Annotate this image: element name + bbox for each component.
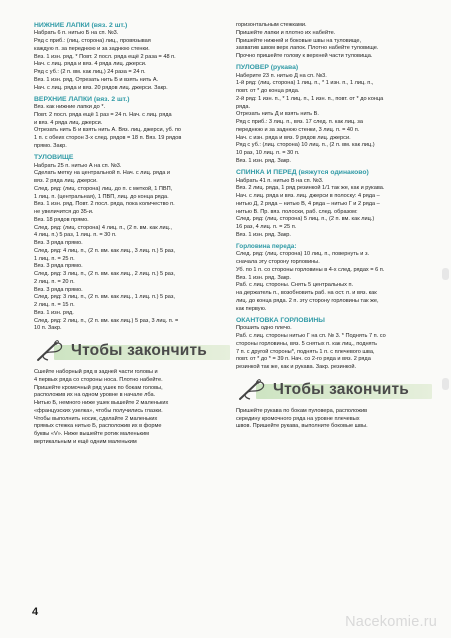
- text-line: След. ряд: 4 лиц. п., (2 п. вм. как лиц., 3 лиц. п.) 5 раз,: [34, 247, 175, 254]
- section-body: [236, 251, 432, 313]
- text-line: Ряд с приб.: (лиц. сторона) лиц., провязывая: [34, 38, 151, 45]
- section-body: [236, 178, 432, 240]
- binder-hole: [442, 268, 449, 280]
- text-line: Повт. 2 посл. ряда ещё 1 раз = 24 п. Нач. с лиц. ряда: [34, 111, 172, 118]
- text-line: прямо. Закр.: [34, 142, 67, 149]
- text-line: захватив швом верх лапок. Плотно набейте туловище.: [236, 45, 379, 52]
- text-line: Сделать метку на центральной п. Нач. с лиц. ряда и: [34, 170, 171, 177]
- text-line: горизонтальным стежками.: [236, 22, 307, 28]
- text-line: Отрезать нить Б и взять нить А. Вяз. лиц. джерси, уб. по: [34, 127, 181, 134]
- text-line: Уб. по 1 п. со стороны горловины в 4-х след. рядах = 6 п.: [236, 266, 385, 273]
- section-body: [236, 22, 432, 61]
- text-line: Вяз. 1 изн. ряд. Закр.: [236, 157, 291, 164]
- text-line: Наберите 23 п. нитью Д на сп. №3.: [236, 72, 327, 79]
- text-line: Сшейте наборный ряд в задней части головы и: [34, 369, 158, 376]
- text-line: 4 лиц. п.) 5 раз, 1 лиц. п. = 30 п.: [34, 232, 117, 239]
- text-line: вертикальным и ещё одним маленьким: [34, 438, 137, 445]
- text-line: Вяз. как нижние лапки до *.: [34, 104, 106, 111]
- text-line: расположив их на одном уровне в начале лба.: [34, 392, 156, 399]
- text-line: вяз. 2 ряда лиц. джерси.: [34, 178, 98, 185]
- text-line: Вяз. 1 изн. ряд. * Повт. 2 посл. ряда ещё 2 раза = 48 п.: [34, 53, 176, 60]
- text-line: 1-й ряд: (лиц. сторона) 1 лиц. п., * 1 изн. п., 1 лиц. п.,: [236, 80, 374, 87]
- text-line: стороны горловины, вяз. 5 снятых п. как лиц., поднять: [236, 340, 378, 347]
- text-line: Чтобы выполнить носик, сделайте 2 маленьких: [34, 415, 158, 422]
- text-line: 1 п. с обеих сторон 3-х след. рядов = 18 п. Вяз. 19 рядов: [34, 135, 182, 142]
- text-line: Пришейте рукава по бокам пуловера, расположив: [236, 407, 368, 414]
- text-line: Пришейте нижней и боковые швы на туловище,: [236, 37, 362, 44]
- text-line: как первую.: [236, 305, 267, 312]
- text-line: След. ряд: (лиц. сторона) 4 лиц. п., (2 п. вм. как лиц.,: [34, 224, 172, 231]
- text-line: Набрать 41 п. нитью В на сп. №3.: [236, 177, 324, 184]
- text-line: сначала эту сторону горловины.: [236, 259, 320, 266]
- text-line: Нач. с изн. ряда и вяз. 9 рядов лиц. джерси.: [236, 134, 351, 141]
- text-line: Нач. с лиц. ряда и вяз. 20 рядов лиц. джерси. Закр.: [34, 84, 168, 91]
- text-line: Раб. с лиц. стороны. Снять 5 центральных п.: [236, 282, 354, 289]
- text-line: переднюю и за заднюю стенки, 3 лиц. п. = 40 п.: [236, 126, 360, 133]
- text-line: и вяз. 4 ряда лиц. джерси.: [34, 119, 103, 126]
- text-line: 10 п. Закр.: [34, 325, 62, 332]
- text-line: Вяз. 1 изн. ряд. Закр.: [236, 274, 291, 281]
- text-line: «французских узелка», чтобы получились глазки.: [34, 407, 163, 414]
- text-line: прямых стежка нитью Б, расположив их в форме: [34, 423, 162, 430]
- text-line: повт. от * до конца ряда.: [236, 88, 300, 95]
- text-line: Вяз. 3 ряда прямо.: [34, 286, 83, 293]
- text-line: Ряд с уб.: (2 п. вм. как лиц.) 24 раза = 24 п.: [34, 69, 146, 76]
- text-line: на держатель п., возобновить раб. на ост. п. и вяз. как: [236, 290, 377, 297]
- finishing-banner: [34, 338, 230, 364]
- text-line: 10 раз, 10 лиц. п. = 30 п.: [236, 150, 300, 157]
- text-line: Вяз. 1 изн. ряд.: [34, 309, 74, 316]
- text-line: Отрезать нить Д и взять нить В.: [236, 111, 319, 118]
- section-body: [34, 369, 230, 447]
- text-line: нитью Д, 2 ряда – нитью В, 4 ряда – нитью Г и 2 ряда –: [236, 200, 380, 207]
- banner-title: Чтобы закончить: [71, 342, 208, 360]
- text-line: 7 п. с другой стороны*, поднять 1 п. с плечевого шва,: [236, 348, 375, 355]
- section-title-body: ТУЛОВИЩЕ: [34, 154, 74, 162]
- text-line: 1 лиц. п. (центральная), 1 ПВП, лиц. до конца ряда.: [34, 193, 169, 200]
- text-line: 4 первых ряда со стороны носа. Плотно набейте.: [34, 376, 163, 383]
- text-line: резинкой так же, как и рукава. Закр. резинкой.: [236, 364, 357, 371]
- needle-thread-icon: [34, 338, 68, 364]
- left-column: [34, 22, 230, 447]
- page-number: 4: [32, 606, 39, 618]
- text-line: Вяз. 2 лиц. ряда, 1 ряд резинкой 1/1 так же, как и рукава.: [236, 185, 385, 192]
- text-line: 2 лиц. п. = 15 п.: [34, 302, 75, 309]
- text-line: След. ряд: (лиц. сторона) 5 лиц. п., (2 п. вм. как лиц.): [236, 216, 375, 223]
- text-line: 16 раз, 4 лиц. п. = 25 п.: [236, 224, 297, 231]
- text-line: Вяз. 3 ряда прямо.: [34, 263, 83, 270]
- text-line: каждую п. за переднюю и за заднюю стенки.: [34, 45, 150, 52]
- text-line: Набрать 25 п. нитью А на сп. №3.: [34, 162, 122, 169]
- section-title-upper-paws: ВЕРХНИЕ ЛАПКИ (вяз. 2 шт.): [34, 95, 130, 103]
- section-title-neck-front: Горловина переда:: [236, 243, 297, 251]
- text-line: нитью В. Пр. вяз. полоски, раб. след. образом:: [236, 208, 358, 215]
- text-line: Вяз. 18 рядов прямо.: [34, 216, 89, 223]
- section-body: [236, 408, 432, 431]
- section-title-back-front: СПИНКА И ПЕРЕД (вяжутся одинаково): [236, 169, 369, 177]
- section-body: [34, 104, 230, 151]
- text-line: Вяз. 3 ряда прямо.: [34, 240, 83, 247]
- text-line: 2-й ряд: 1 изн. п., * 1 лиц. п., 1 изн. п., повт. от * до конца: [236, 95, 384, 102]
- section-body: [34, 30, 230, 92]
- text-line: швов. Пришейте рукава, выполните боковые швы.: [236, 423, 368, 430]
- section-body: [34, 163, 230, 334]
- text-line: След. ряд: 2 лиц. п., (2 п. вм. как лиц.) 5 раз, 3 лиц. п. =: [34, 317, 179, 324]
- section-body: [236, 325, 432, 372]
- text-line: Нитью Б, немного ниже ушек вышейте 2 маленьких: [34, 400, 169, 407]
- right-column: [236, 22, 432, 431]
- section-title-lower-paws: НИЖНИЕ ЛАПКИ (вяз. 2 шт.): [34, 22, 128, 29]
- watermark: Nacekomie.ru: [345, 614, 437, 630]
- section-title-neckband: ОКАНТОВКА ГОРЛОВИНЫ: [236, 317, 325, 325]
- finishing-banner: [236, 377, 432, 403]
- text-line: Пришейте кромочный ряд ушек по бокам головы,: [34, 384, 163, 391]
- text-line: Вяз. 1 изн. ряд. Отрезать нить Б и взять нить А.: [34, 76, 159, 83]
- text-line: Ряд с приб.: 3 лиц. п., вяз. 17 след. п. как лиц. за: [236, 119, 363, 126]
- text-line: Нач. с лиц. ряда и вяз. 4 ряда лиц. джерси.: [34, 61, 147, 68]
- text-line: лиц. до конца ряда. 2 п. эту сторону горловины так же,: [236, 297, 379, 304]
- section-body: [236, 73, 432, 166]
- text-line: Прочно пришейте голову к верхней части туловища.: [236, 53, 373, 59]
- binder-hole: [442, 378, 449, 390]
- text-line: ряда.: [236, 103, 251, 110]
- text-line: След. ряд: 3 лиц. п., (2 п. вм. как лиц., 1 лиц. п.) 5 раз,: [34, 294, 175, 301]
- text-line: Нач. с лиц. ряда и вяз. лиц. джерси в полоску: 4 ряда –: [236, 193, 380, 200]
- text-line: не увеличится до 35-и.: [34, 209, 94, 216]
- text-line: буквы «V». Ниже вышейте ротик маленьким: [34, 431, 149, 438]
- text-line: Ряд с уб.: (лиц. сторона) 10 лиц. п., (2 п. вм. как лиц.): [236, 142, 375, 149]
- section-title-sleeves: ПУЛОВЕР (рукава): [236, 64, 299, 72]
- text-line: След. ряд: (лиц. сторона) 10 лиц. п., повернуть и з.: [236, 251, 370, 258]
- text-line: Пришейте лапки и плотно их набейте.: [236, 29, 336, 36]
- text-line: повт. от * до * = 39 п. Нач. со 2-го ряда и вяз. 2 ряда: [236, 356, 371, 363]
- text-line: Прошить одно плечо.: [236, 325, 292, 332]
- text-line: Раб. с лиц. стороны нитью Г на сп. № 3. * Поднять 7 п. со: [236, 333, 386, 340]
- text-line: 1 лиц. п. = 25 п.: [34, 255, 75, 262]
- needle-thread-icon: [236, 377, 270, 403]
- text-line: середину кромочного ряда на уровне плечевых: [236, 415, 360, 422]
- banner-title: Чтобы закончить: [273, 380, 410, 398]
- text-line: 2 лиц. п. = 20 п.: [34, 278, 75, 285]
- text-line: Набрать 6 п. нитью Б на сп. №3.: [34, 30, 119, 37]
- text-line: След. ряд: (лиц. сторона) лиц. до п. с меткой, 1 ПВП,: [34, 185, 173, 192]
- text-line: След. ряд: 3 лиц. п., (2 п. вм. как лиц., 2 лиц. п.) 5 раз,: [34, 271, 175, 278]
- text-line: Вяз. 1 изн. ряд. Закр.: [236, 231, 291, 238]
- text-line: Вяз. 1 изн. ряд. Повт. 2 посл. ряда, пока количество п.: [34, 201, 175, 208]
